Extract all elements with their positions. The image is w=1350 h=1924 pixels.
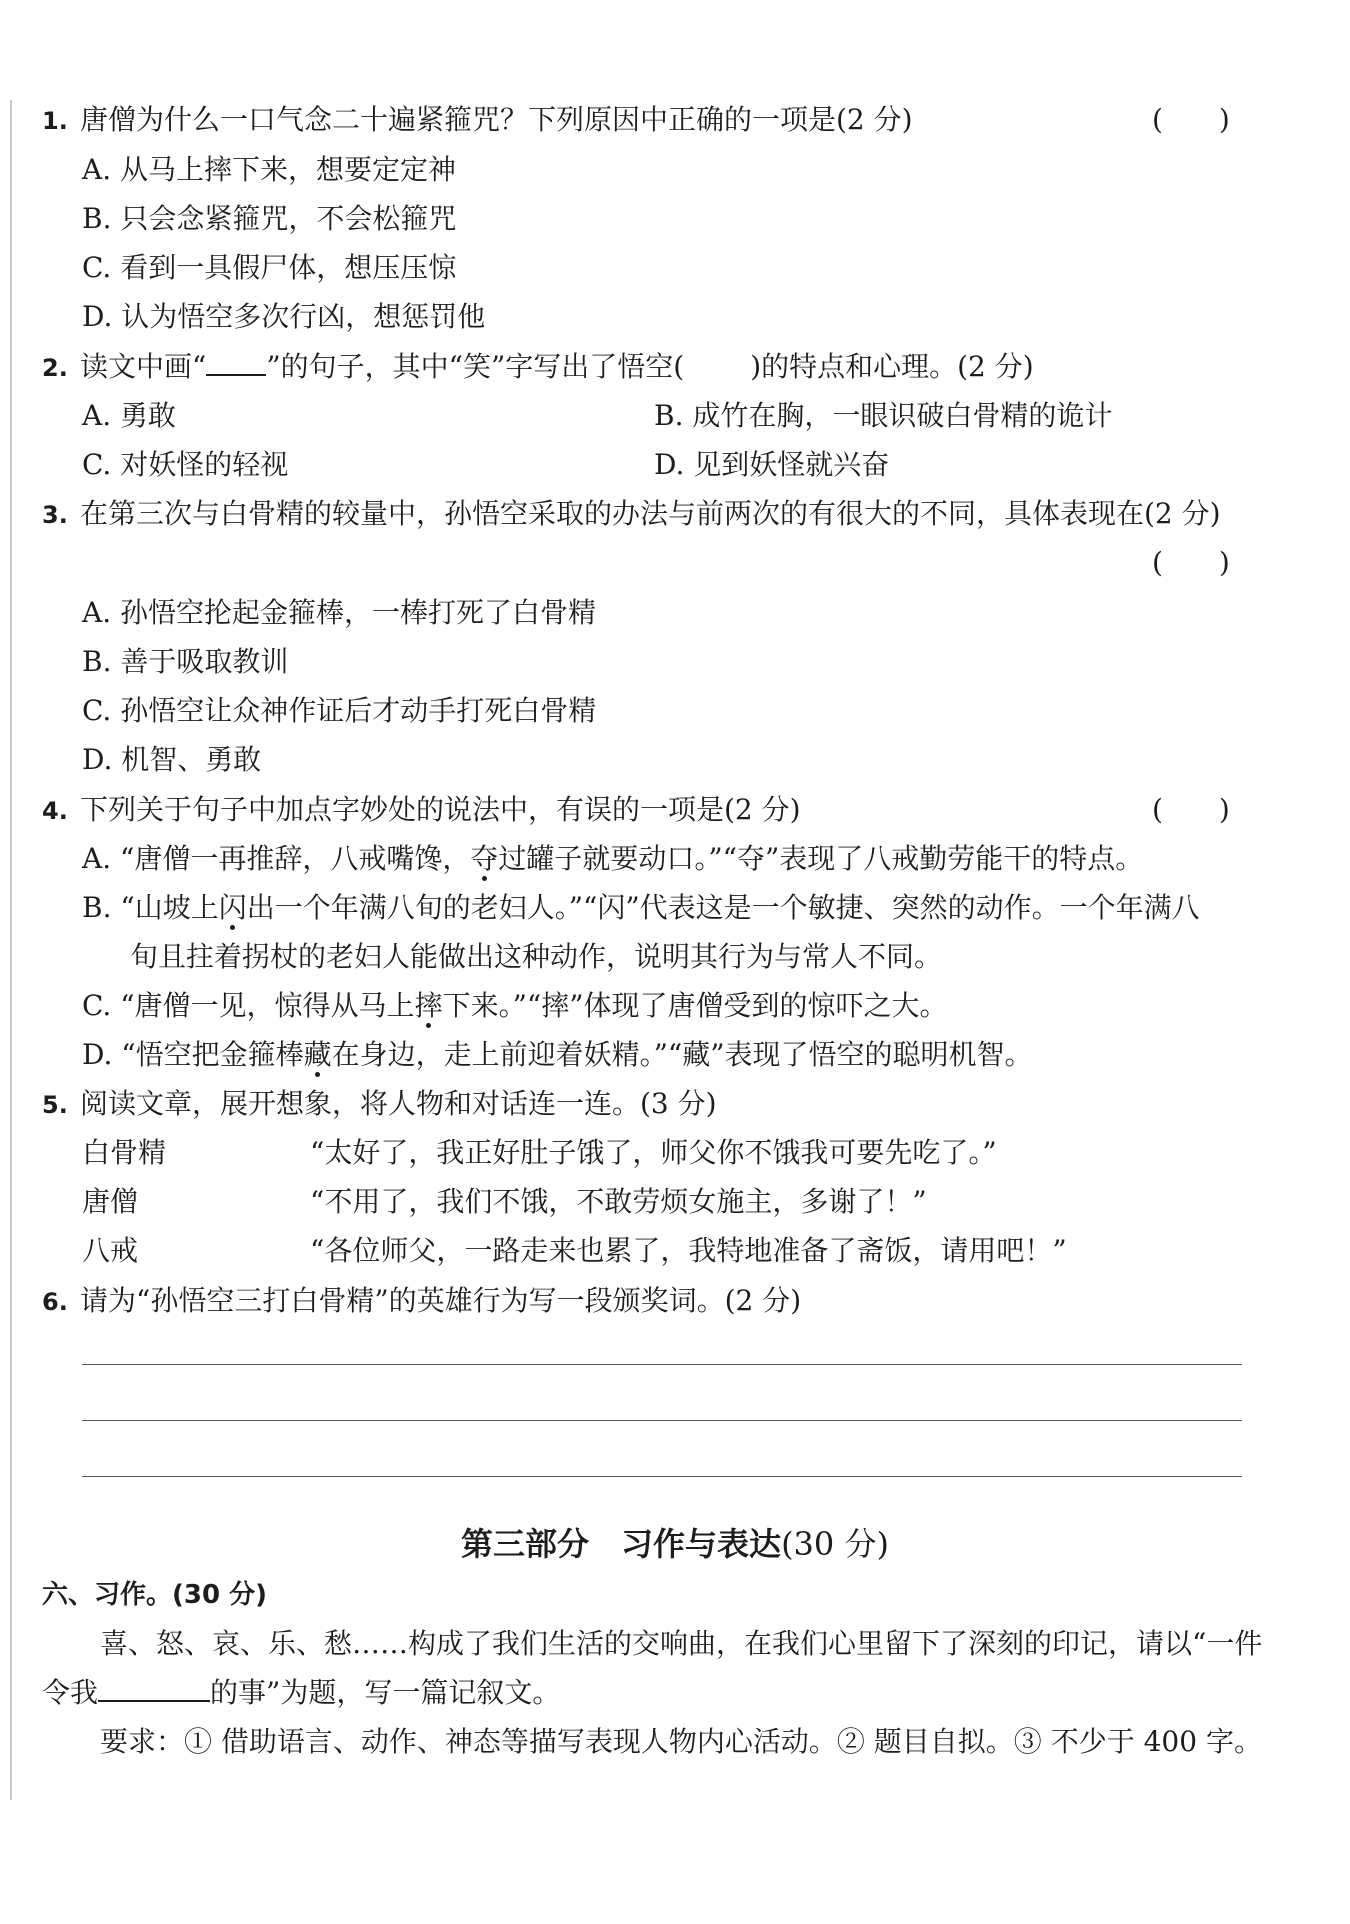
q4-b-dotted-char: 闪 [218, 891, 247, 924]
section-score: (30 分) [781, 1525, 889, 1563]
q2-text-c: )的特点和心理。(2 分) [750, 350, 1034, 383]
q4-a-dotted-char: 夺 [470, 842, 499, 875]
q6-stem [42, 1281, 801, 1322]
q4-c-post: 下来。”“摔”体现了唐僧受到的惊吓之大。 [442, 989, 948, 1022]
q1-option-d: D. 认为悟空多次行凶，想惩罚他 [82, 300, 486, 333]
q1-answer-paren[interactable]: ( ) [1152, 103, 1230, 136]
essay-title-blank[interactable] [98, 1674, 210, 1702]
q5-quote-2[interactable]: “不用了，我们不饿，不敢劳烦女施主，多谢了！” [310, 1185, 927, 1218]
section-title [0, 1522, 1350, 1566]
q4-b-post: 出一个年满八旬的老妇人。”“闪”代表这是一个敏捷、突然的动作。一个年满八 [246, 891, 1200, 924]
q5-character-3[interactable]: 八戒 [82, 1234, 139, 1267]
q2-option-c: C. 对妖怪的轻视 [82, 448, 289, 481]
q5-number: 5. [42, 1091, 68, 1119]
q2-option-d: D. 见到妖怪就兴奋 [654, 448, 890, 481]
essay-prompt-line-1: 喜、怒、哀、乐、愁……构成了我们生活的交响曲，在我们心里留下了深刻的印记，请以“一件 [100, 1627, 1263, 1660]
q4-a-pre: A. “唐僧一再推辞，八戒嘴馋， [82, 842, 471, 875]
q6-text: 请为“孙悟空三打白骨精”的英雄行为写一段颁奖词。(2 分) [80, 1284, 802, 1317]
essay-line2-pre: 令我 [42, 1676, 99, 1709]
q1-option-a: A. 从马上摔下来，想要定定神 [82, 153, 457, 186]
q2-stem [42, 347, 1034, 388]
q4-d-pre: D. “悟空把金箍棒 [82, 1038, 304, 1071]
q3-stem [42, 494, 1221, 535]
q4-option-a [82, 839, 1143, 879]
q6-answer-line-1[interactable] [82, 1364, 1242, 1365]
q4-text: 下列关于句子中加点字妙处的说法中，有误的一项是(2 分) [80, 793, 801, 826]
q5-quote-3[interactable]: “各位师父，一路走来也累了，我特地准备了斋饭，请用吧！” [310, 1234, 1067, 1267]
q6-number: 6. [42, 1288, 68, 1316]
essay-requirements: 要求：① 借助语言、动作、神态等描写表现人物内心活动。② 题目自拟。③ 不少于 400 字。 [100, 1725, 1262, 1758]
section-title-text: 第三部分 习作与表达 [461, 1525, 782, 1563]
q3-number: 3. [42, 501, 68, 529]
q4-option-d [82, 1035, 1033, 1075]
q4-option-c [82, 986, 948, 1026]
q4-c-dotted-char: 摔 [414, 989, 443, 1022]
q2-option-b: B. 成竹在胸，一眼识破白骨精的诡计 [654, 399, 1113, 432]
q3-option-b: B. 善于吸取教训 [82, 645, 289, 678]
q4-c-pre: C. “唐僧一见，惊得从马上 [82, 989, 415, 1022]
q5-character-2[interactable]: 唐僧 [82, 1185, 139, 1218]
q4-option-b-continued: 旬且拄着拐杖的老妇人能做出这种动作，说明其行为与常人不同。 [130, 940, 943, 973]
q4-stem [42, 790, 801, 831]
q4-d-dotted-char: 藏 [303, 1038, 332, 1071]
q2-text-b: ”的句子，其中“笑”字写出了悟空( [266, 350, 685, 383]
q3-option-c: C. 孙悟空让众神作证后才动手打死白骨精 [82, 694, 597, 727]
q5-stem [42, 1084, 717, 1125]
q4-option-b [82, 888, 1200, 928]
q4-a-post: 过罐子就要动口。”“夺”表现了八戒勤劳能干的特点。 [498, 842, 1144, 875]
q6-answer-line-3[interactable] [82, 1476, 1242, 1477]
q3-option-d: D. 机智、勇敢 [82, 743, 262, 776]
q1-text: 唐僧为什么一口气念二十遍紧箍咒？下列原因中正确的一项是(2 分) [80, 103, 913, 136]
q2-underline-marker [206, 348, 266, 376]
q1-option-b: B. 只会念紧箍咒，不会松箍咒 [82, 202, 457, 235]
q3-option-a: A. 孙悟空抡起金箍棒，一棒打死了白骨精 [82, 596, 597, 629]
q4-d-post: 在身边，走上前迎着妖精。”“藏”表现了悟空的聪明机智。 [331, 1038, 1033, 1071]
q1-stem [42, 100, 913, 141]
q6-answer-line-2[interactable] [82, 1420, 1242, 1421]
essay-prompt-line-2 [42, 1673, 560, 1713]
q3-text: 在第三次与白骨精的较量中，孙悟空采取的办法与前两次的有很大的不同，具体表现在(2 分) [80, 497, 1221, 530]
q2-option-a: A. 勇敢 [82, 399, 177, 432]
essay-heading: 六、习作。(30 分) [42, 1580, 267, 1610]
q1-option-c: C. 看到一具假尸体，想压压惊 [82, 251, 457, 284]
q4-answer-paren[interactable]: ( ) [1152, 793, 1230, 826]
essay-line2-post: 的事”为题，写一篇记叙文。 [210, 1676, 561, 1709]
q4-b-pre: B. “山坡上 [82, 891, 219, 924]
q4-number: 4. [42, 797, 68, 825]
q5-text: 阅读文章，展开想象，将人物和对话连一连。(3 分) [80, 1087, 717, 1120]
q5-character-1[interactable]: 白骨精 [82, 1136, 167, 1169]
q2-text-a: 读文中画“ [80, 350, 207, 383]
q5-quote-1[interactable]: “太好了，我正好肚子饿了，师父你不饿我可要先吃了。” [310, 1136, 997, 1169]
q1-number: 1. [42, 107, 68, 135]
q3-answer-paren[interactable]: ( ) [1152, 546, 1230, 579]
q2-number: 2. [42, 354, 68, 382]
